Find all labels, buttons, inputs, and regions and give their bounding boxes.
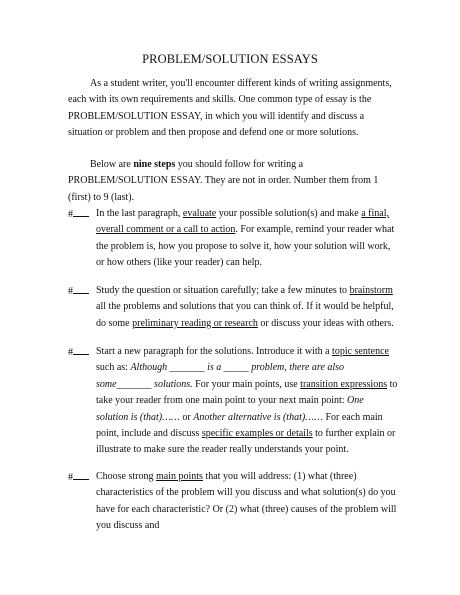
step-marker: # — [68, 472, 73, 483]
steps-intro-paragraph — [68, 157, 398, 206]
step-text: Choose strong main points that you will address: (1) what (three) characteristics of the problem will you discuss and what solution(s) do you have for each characteristic? Or (2) what (three) causes of the problem will you discuss and — [96, 471, 397, 532]
step-text: In the last paragraph, evaluate your possible solution(s) and make a final, overall comment or a call to action. For example, remind your reader what the problem is, how you propose to solve it, how your solution will work, or how others (like your reader) can help. — [96, 208, 395, 269]
page-title: PROBLEM/SOLUTION ESSAYS — [142, 52, 318, 66]
step-text: Study the question or situation carefully; take a few minutes to brainstorm all the problems and solutions that you can think of. If it would be helpful, do some preliminary reading or research or discuss your ideas with others. — [96, 285, 394, 329]
step-text: Start a new paragraph for the solutions. Introduce it with a topic sentence such as: Although _______ is a _____ problem, there are also some_______ solutions. For your main points, use transition expressions to take your reader from one main point to your next main point: One solution is (that)…… or Another alternative is (that)…… For each main point, include and discuss specific examples or details to further explain or illustrate to make sure the reader really understands your point. — [96, 346, 398, 456]
steps-intro-bold: nine steps — [133, 159, 176, 170]
step-number-field[interactable] — [68, 206, 98, 223]
steps-intro-text-after: you should follow for writing a PROBLEM/SOLUTION ESSAY. They are not in order. Number them from 1 (first) to 9 (last). — [68, 159, 379, 203]
step-marker: # — [68, 286, 73, 297]
step-number-field[interactable] — [68, 344, 98, 361]
step-marker: # — [68, 209, 73, 220]
step-marker: # — [68, 347, 73, 358]
step-number-field[interactable] — [68, 283, 98, 300]
intro-text: As a student writer, you'll encounter different kinds of writing assignments, each with its own requirements and skills. One common type of essay is the PROBLEM/SOLUTION ESSAY, in which you will identify and discuss a situation or problem and then propose and defend one or more solutions. — [68, 78, 392, 139]
step-number-field[interactable] — [68, 469, 98, 486]
intro-paragraph — [68, 76, 398, 142]
steps-intro-text: Below are — [90, 159, 134, 170]
